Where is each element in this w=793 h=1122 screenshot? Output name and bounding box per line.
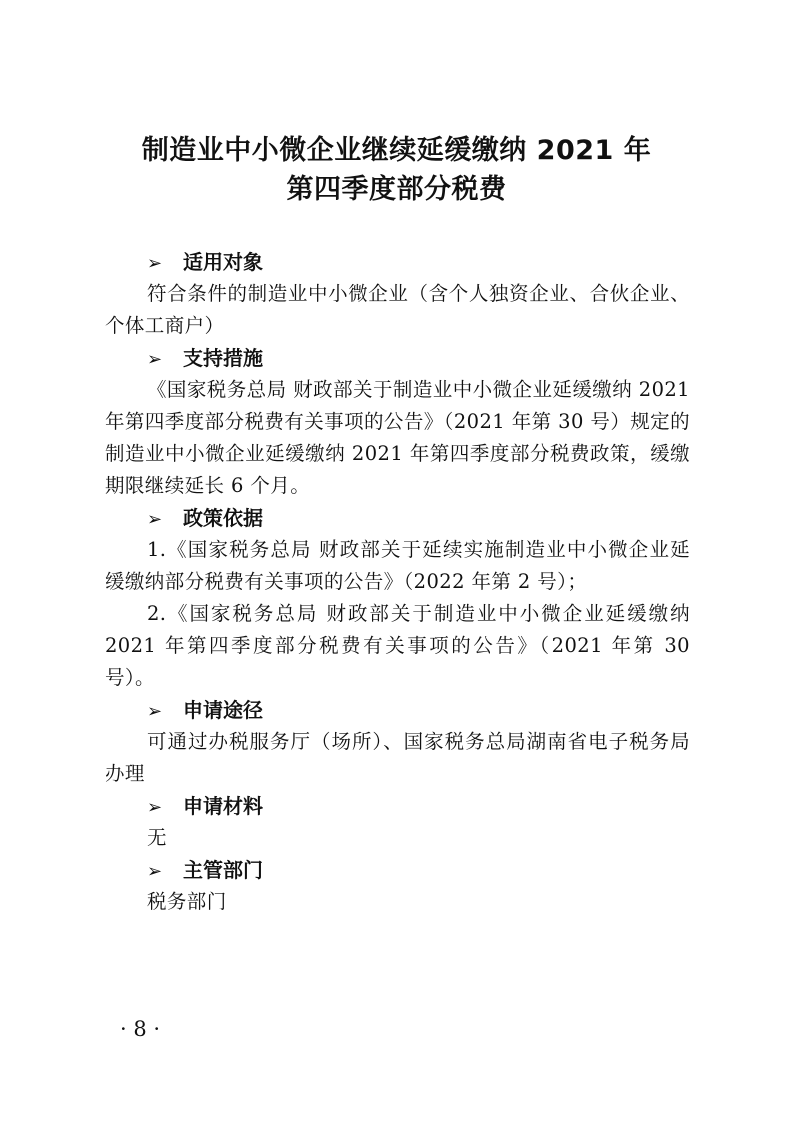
paragraph: 1.《国家税务总局 财政部关于延续实施制造业中小微企业延缓缴纳部分税费有关事项的公告》（2022 年第 2 号）； — [105, 538, 690, 593]
page-number: · 8 · — [120, 1017, 161, 1041]
section-heading-text: 支持措施 — [183, 346, 263, 370]
right-arrowhead-icon: ➢ — [147, 797, 163, 818]
section-heading-text: 适用对象 — [183, 250, 263, 274]
right-arrowhead-icon: ➢ — [147, 701, 163, 722]
section-heading — [105, 246, 690, 278]
right-arrowhead-icon: ➢ — [147, 253, 163, 274]
paragraph: 税务部门 — [147, 890, 227, 913]
section-heading — [105, 790, 690, 822]
section-heading — [105, 854, 690, 886]
section-applicable-objects — [105, 246, 690, 342]
section-heading-text: 申请途径 — [183, 698, 263, 722]
paragraph: 可通过办税服务厅（场所）、国家税务总局湖南省电子税务局办理 — [105, 730, 690, 785]
section-heading-text: 主管部门 — [183, 858, 263, 882]
paragraph: 2.《国家税务总局 财政部关于制造业中小微企业延缓缴纳 2021 年第四季度部分税费有关事项的公告》（2021 年第 30 号）。 — [105, 602, 690, 689]
paragraph: 无 — [147, 826, 167, 849]
section-application-materials — [105, 790, 690, 854]
section-policy-basis — [105, 502, 690, 694]
section-competent-department — [105, 854, 690, 918]
document-title-line-1: 制造业中小微企业继续延缓缴纳 2021 年 — [141, 135, 652, 166]
document-title-line-2: 第四季度部分税费 — [286, 174, 507, 205]
document-body — [105, 246, 690, 918]
section-heading — [105, 694, 690, 726]
section-application-channel — [105, 694, 690, 790]
section-support-measures — [105, 342, 690, 502]
paragraph: 符合条件的制造业中小微企业（含个人独资企业、合伙企业、个体工商户） — [105, 282, 690, 337]
right-arrowhead-icon: ➢ — [147, 349, 163, 370]
right-arrowhead-icon: ➢ — [147, 509, 163, 530]
right-arrowhead-icon: ➢ — [147, 861, 163, 882]
section-heading-text: 政策依据 — [183, 506, 263, 530]
section-heading — [105, 502, 690, 534]
section-heading-text: 申请材料 — [183, 794, 263, 818]
paragraph: 《国家税务总局 财政部关于制造业中小微企业延缓缴纳 2021 年第四季度部分税费有关事项的公告》（2021 年第 30 号）规定的制造业中小微企业延缓缴纳 2021 年第四季度部分税费政策，缓缴期限继续延长 6 个月。 — [105, 378, 690, 497]
section-heading — [105, 342, 690, 374]
